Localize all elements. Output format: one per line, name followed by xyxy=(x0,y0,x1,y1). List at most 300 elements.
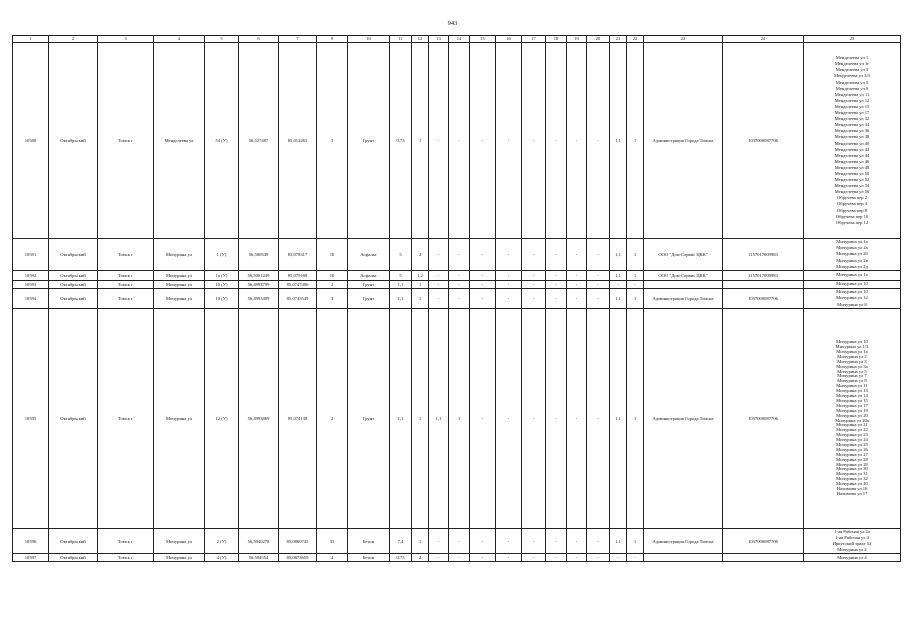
table-cell: - xyxy=(567,554,587,562)
column-header: 21 xyxy=(610,36,627,43)
table-cell: - xyxy=(449,289,470,309)
table-row xyxy=(13,289,901,309)
column-header: 25 xyxy=(804,36,901,43)
table-cell: Томск г xyxy=(98,529,154,554)
table-cell: Бетон xyxy=(348,554,390,562)
table-cell: 85,0873659 xyxy=(279,554,317,562)
column-header: 7 xyxy=(279,36,317,43)
table-cell: - xyxy=(627,281,644,289)
table-cell: - xyxy=(546,281,567,289)
address-list-item: Менделеева ул 1 xyxy=(835,55,869,61)
table-cell: 85,0745549 xyxy=(279,289,317,309)
address-list-item: Мичурина ул 2а xyxy=(836,245,868,251)
table-cell: Администрация Города Томска xyxy=(644,529,723,554)
address-list-item: Мичурина ул 14 xyxy=(836,394,868,399)
table-cell: Грунт xyxy=(348,43,390,239)
address-list-item: Менделеева ул 42 xyxy=(834,146,870,152)
column-header: 24 xyxy=(723,36,804,43)
table-cell: 35 xyxy=(317,529,348,554)
table-cell: 1,1 xyxy=(390,281,412,289)
column-header: 10 xyxy=(348,36,390,43)
table-row xyxy=(13,529,901,554)
address-list-item: Мичурина ул 2б xyxy=(836,251,868,257)
address-list-cell xyxy=(804,239,901,271)
address-list-item: Мичурина ул 22 xyxy=(836,428,868,433)
address-list-item: Мичурина ул 2 xyxy=(837,547,867,553)
address-list-item: Мичурина ул 2в xyxy=(836,257,868,263)
address-list-cell xyxy=(804,281,901,289)
table-cell: Томск г xyxy=(98,309,154,529)
address-list-item: Мичурина ул 13 xyxy=(836,389,868,394)
column-header: 9 xyxy=(317,36,348,43)
table-cell: - xyxy=(496,281,522,289)
table-cell: - xyxy=(587,289,610,309)
table-row xyxy=(13,43,901,239)
table-cell: - xyxy=(522,43,546,239)
table-cell: 1037000087706 xyxy=(723,309,804,529)
table-cell: - xyxy=(522,529,546,554)
column-header: 12 xyxy=(412,36,429,43)
table-cell: - xyxy=(470,281,496,289)
column-header: 4 xyxy=(154,36,205,43)
table-cell: 56,5040278 xyxy=(239,529,279,554)
table-cell: 0,75 xyxy=(390,43,412,239)
address-list-item: Менделеева ул 48 xyxy=(834,164,870,170)
table-cell: Октябрьский xyxy=(49,554,98,562)
address-list-cell xyxy=(804,271,901,281)
address-list-item: Мичурина ул 10 xyxy=(836,281,868,287)
table-cell: 85,0860745 xyxy=(279,529,317,554)
table-cell: 1 xyxy=(412,43,429,239)
table-cell: - xyxy=(429,289,449,309)
table-cell: Бетон xyxy=(348,529,390,554)
table-cell: 10 xyxy=(317,239,348,271)
table-cell: 1 xyxy=(627,529,644,554)
address-list-item: Мичурина ул 26 xyxy=(836,447,868,452)
table-cell: 85,078317 xyxy=(279,239,317,271)
table-cell: 10592 xyxy=(13,271,49,281)
table-cell: 1 xyxy=(627,289,644,309)
address-list-item: Мичурина ул 12 xyxy=(836,295,868,301)
table-cell: 2 xyxy=(412,239,429,271)
address-list-item: Менделеева ул 54 xyxy=(834,183,870,189)
table-cell: 85,074138 xyxy=(279,309,317,529)
table-cell: 56,500549 xyxy=(239,239,279,271)
table-cell: 1,1 xyxy=(610,43,627,239)
table-cell: 4 xyxy=(317,554,348,562)
table-cell: - xyxy=(449,529,470,554)
address-list-item: Менделеева ул 46 xyxy=(834,158,870,164)
table-cell: - xyxy=(449,43,470,239)
table-cell: - xyxy=(470,43,496,239)
address-list-item: Обручева пер 12 xyxy=(835,219,869,225)
address-list-item: Обручева пер 8 xyxy=(836,207,868,213)
address-list-item: Менделеева ул 15 xyxy=(834,103,870,109)
address-list-item: Обручева пер 10 xyxy=(835,213,869,219)
table-cell: 1157017009983 xyxy=(723,239,804,271)
table-cell: - xyxy=(522,554,546,562)
table-cell: - xyxy=(496,289,522,309)
table-cell: 10594 xyxy=(13,289,49,309)
address-list-cell xyxy=(804,309,901,529)
table-cell: Томск г xyxy=(98,43,154,239)
table-cell: - xyxy=(546,43,567,239)
table-cell: Грунт xyxy=(348,289,390,309)
address-list-item: Менделеева ул 38 xyxy=(834,134,870,140)
address-list-item: Мичурина ул 19 xyxy=(836,408,868,413)
table-cell: 10591 xyxy=(13,239,49,271)
table-cell: 5 xyxy=(390,271,412,281)
table-cell: 1,1 xyxy=(610,529,627,554)
table-cell: 56,4993869 xyxy=(239,309,279,529)
address-list-item: Мичурина ул 28 xyxy=(836,457,868,462)
table-cell: 1,1 xyxy=(610,239,627,271)
table-cell: Администрация Города Томска xyxy=(644,289,723,309)
table-cell: Мичурина ул xyxy=(154,554,205,562)
table-cell: 85,0747496 xyxy=(279,281,317,289)
address-list-item: Мичурина ул 25 xyxy=(836,442,868,447)
address-list-item: Мичурина ул 20а xyxy=(835,418,869,423)
table-cell: 1,1 xyxy=(429,309,449,529)
address-list-item: Нахимова ул 17 xyxy=(836,491,868,496)
table-cell: 10595 xyxy=(13,309,49,529)
table-cell: - xyxy=(470,271,496,281)
table-cell: Мичурина ул xyxy=(154,289,205,309)
table-cell: - xyxy=(496,554,522,562)
table-cell: - xyxy=(587,43,610,239)
address-list-item: Мичурина ул 7 xyxy=(837,374,867,379)
table-cell: 1,1 xyxy=(390,289,412,309)
address-list-item: Мичурина ул 8 xyxy=(837,301,867,307)
table-cell: Грунт xyxy=(348,281,390,289)
address-list-item: Менделеева ул 9 xyxy=(835,85,869,91)
table-cell: 4 (У) xyxy=(205,554,239,562)
table-cell: 10596 xyxy=(13,529,49,554)
table-cell: 1 xyxy=(412,309,429,529)
table-cell: - xyxy=(449,554,470,562)
column-header: 22 xyxy=(627,36,644,43)
table-cell: Октябрьский xyxy=(49,309,98,529)
address-list-item: Мичурина ул 2д xyxy=(836,263,868,269)
address-list-item: Мичурина ул 40 xyxy=(836,482,868,487)
column-header: 14 xyxy=(449,36,470,43)
table-cell: 7,4 xyxy=(390,529,412,554)
table-cell: 1 xyxy=(627,271,644,281)
table-cell: 5 xyxy=(390,239,412,271)
table-cell: 10 (У) xyxy=(205,281,239,289)
table-cell: 2 xyxy=(412,554,429,562)
table-cell: - xyxy=(546,529,567,554)
table-cell: 1,1 xyxy=(610,271,627,281)
address-list-item: 1-ая Рабочая ул 4 xyxy=(835,535,869,541)
table-cell: - xyxy=(567,43,587,239)
column-header: 17 xyxy=(522,36,546,43)
address-list-item: Мичурина ул 10 xyxy=(836,289,868,295)
table-cell: 0,75 xyxy=(390,554,412,562)
address-list-item: Обручева пер 2 xyxy=(836,195,868,201)
address-list-item: Менделеева ул 50 xyxy=(834,170,870,176)
table-cell: - xyxy=(610,281,627,289)
table-cell: - xyxy=(470,554,496,562)
table-cell: - xyxy=(496,309,522,529)
address-list-item: Менделеева ул 17 xyxy=(834,110,870,116)
table-cell: Томск г xyxy=(98,239,154,271)
column-header: 16 xyxy=(496,36,522,43)
address-list-item: Менделеева ул 56 xyxy=(834,189,870,195)
table-cell: - xyxy=(470,309,496,529)
table-cell: - xyxy=(567,239,587,271)
table-row xyxy=(13,281,901,289)
address-list-item: Мичурина ул 17 xyxy=(836,403,868,408)
table-cell: 1а (У) xyxy=(205,271,239,281)
address-list-item: Менделеева ул 1г xyxy=(834,61,870,67)
table-cell: Октябрьский xyxy=(49,43,98,239)
table-cell: 1037000087706 xyxy=(723,43,804,239)
table-cell: - xyxy=(470,289,496,309)
table-cell: - xyxy=(522,289,546,309)
table-cell xyxy=(723,554,804,562)
table-cell: - xyxy=(587,529,610,554)
table-cell: 85,012263 xyxy=(279,43,317,239)
table-cell: 1037000087706 xyxy=(723,289,804,309)
table-cell: - xyxy=(449,239,470,271)
table-cell: ООО "Дом-Сервис ЦКК" xyxy=(644,271,723,281)
table-cell: - xyxy=(470,529,496,554)
table-cell xyxy=(644,281,723,289)
table-cell: - xyxy=(449,271,470,281)
table-cell xyxy=(723,281,804,289)
column-header: 23 xyxy=(644,36,723,43)
address-list-item: Мичурина ул 8 xyxy=(837,379,867,384)
address-list-item: Мичурина ул 5 xyxy=(837,369,867,374)
column-header: 19 xyxy=(567,36,587,43)
table-cell: 1,1 xyxy=(610,289,627,309)
address-list-item: Нахимова ул 16 xyxy=(836,486,868,491)
address-list-item: Мичурина ул 27 xyxy=(836,452,868,457)
table-cell: 10597 xyxy=(13,554,49,562)
table-cell: 1,1 xyxy=(610,309,627,529)
address-list-item: 1-ая Рабочая ул 2а xyxy=(834,529,870,534)
table-cell: - xyxy=(587,554,610,562)
table-cell: - xyxy=(449,281,470,289)
address-list-item: Менделеева ул 32 xyxy=(834,116,870,122)
table-cell: Администрация Города Томска xyxy=(644,309,723,529)
address-list-item: Мичурина ул 3а xyxy=(836,364,868,369)
address-list-item: Мичурина ул 23 xyxy=(836,433,868,438)
column-header: 13 xyxy=(429,36,449,43)
address-list-item: Менделеева ул 36 xyxy=(834,128,870,134)
table-cell: - xyxy=(546,271,567,281)
table-cell: 1 xyxy=(412,529,429,554)
table-cell: 54 (У) xyxy=(205,43,239,239)
column-header: 2 xyxy=(49,36,98,43)
table-cell: Октябрьский xyxy=(49,281,98,289)
table-cell: Мичурина ул xyxy=(154,529,205,554)
table-cell: - xyxy=(546,289,567,309)
table-cell: 1 xyxy=(412,281,429,289)
table-cell: 1 xyxy=(627,309,644,529)
table-cell: 3 xyxy=(317,289,348,309)
address-list-cell xyxy=(804,529,901,554)
address-list-item: Мичурина ул 1а xyxy=(836,350,868,355)
table-cell: 2 xyxy=(317,281,348,289)
address-list-item: Менделеева ул 52 xyxy=(834,177,870,183)
table-cell: 1,2 xyxy=(412,271,429,281)
address-list-item: Менделеева ул 34 xyxy=(834,122,870,128)
table-row xyxy=(13,271,901,281)
table-cell: 10593 xyxy=(13,281,49,289)
table-cell: Администрация Города Томска xyxy=(644,43,723,239)
table-cell: 10 xyxy=(317,271,348,281)
table-cell: 85,079168 xyxy=(279,271,317,281)
table-cell: ООО "Дом-Сервис ЦКК" xyxy=(644,239,723,271)
address-list-item: Менделеева ул 12 xyxy=(834,97,870,103)
table-cell: Томск г xyxy=(98,289,154,309)
table-cell: 10590 xyxy=(13,43,49,239)
address-list-item: Менделеева ул 40 xyxy=(834,140,870,146)
address-list-item: Обручева пер 4 xyxy=(836,201,868,207)
table-row xyxy=(13,554,901,562)
register-table xyxy=(12,35,901,562)
address-list-item: Мичурина ул 31 xyxy=(836,472,868,477)
address-list-item: Мичурина ул 1а xyxy=(836,239,868,245)
table-cell: - xyxy=(567,309,587,529)
table-cell: 1157017009983 xyxy=(723,271,804,281)
table-cell: - xyxy=(496,239,522,271)
column-header: 11 xyxy=(390,36,412,43)
table-cell: Мичурина ул xyxy=(154,239,205,271)
address-list-item: Мичурина ул 1а xyxy=(836,272,868,278)
table-cell: 2 (У) xyxy=(205,529,239,554)
column-header: 15 xyxy=(470,36,496,43)
address-list-item: Менделеева ул 5 xyxy=(835,79,869,85)
table-cell: - xyxy=(429,271,449,281)
table-cell: - xyxy=(567,281,587,289)
table-cell: - xyxy=(627,554,644,562)
table-cell: - xyxy=(587,271,610,281)
table-cell: 3 xyxy=(317,43,348,239)
table-cell: - xyxy=(496,271,522,281)
page-number: 943 xyxy=(447,20,458,27)
table-cell: - xyxy=(546,309,567,529)
table-cell: 10 (У) xyxy=(205,289,239,309)
address-list-cell xyxy=(804,43,901,239)
address-list-item: Мичурина ул 2 xyxy=(837,354,867,359)
table-cell: - xyxy=(496,529,522,554)
table-cell: Мичурина ул xyxy=(154,271,205,281)
address-list-item: Мичурина ул 30 xyxy=(836,467,868,472)
table-cell: 56,527487 xyxy=(239,43,279,239)
address-list-item: Мичурина ул 21 xyxy=(836,423,868,428)
column-header: 20 xyxy=(587,36,610,43)
table-cell: - xyxy=(567,529,587,554)
table-cell: Томск г xyxy=(98,281,154,289)
table-cell: 56,4993409 xyxy=(239,289,279,309)
address-list-cell xyxy=(804,554,901,562)
table-cell: 1 xyxy=(449,309,470,529)
column-header: 6 xyxy=(239,36,279,43)
table-cell: - xyxy=(496,43,522,239)
address-list-item: Мичурина ул 1/1 xyxy=(835,345,869,350)
address-list-item: Мичурина ул 4 xyxy=(837,554,867,560)
table-cell: - xyxy=(470,239,496,271)
table-cell: - xyxy=(429,239,449,271)
table-row xyxy=(13,309,901,529)
table-cell: 1 xyxy=(412,289,429,309)
address-list-item: Мичурина ул 3 xyxy=(837,359,867,364)
table-cell: - xyxy=(429,529,449,554)
table-cell: 1 xyxy=(627,239,644,271)
table-cell: 56,504554 xyxy=(239,554,279,562)
address-list-cell xyxy=(804,289,901,309)
table-cell: - xyxy=(546,239,567,271)
table-cell: 12 (У) xyxy=(205,309,239,529)
table-cell: 56,5001249 xyxy=(239,271,279,281)
table-cell xyxy=(644,554,723,562)
table-cell: Асфальт xyxy=(348,271,390,281)
table-cell: - xyxy=(546,554,567,562)
table-cell: Томск г xyxy=(98,271,154,281)
table-cell: Томск г xyxy=(98,554,154,562)
table-cell: - xyxy=(522,271,546,281)
table-cell: - xyxy=(429,43,449,239)
address-list-item: Менделеева ул 44 xyxy=(834,152,870,158)
column-header: 1 xyxy=(13,36,49,43)
address-list-item: Мичурина ул 24 xyxy=(836,438,868,443)
address-list-item: Мичурина ул 20 xyxy=(836,413,868,418)
table-cell: - xyxy=(522,281,546,289)
table-cell: 2 xyxy=(317,309,348,529)
table-row xyxy=(13,239,901,271)
table-cell: 1 xyxy=(627,43,644,239)
table-cell: Октябрьский xyxy=(49,271,98,281)
table-cell: 1 (У) xyxy=(205,239,239,271)
table-cell: - xyxy=(587,281,610,289)
header-row xyxy=(13,36,901,43)
address-list-item: Мичурина ул 32 xyxy=(836,477,868,482)
table-cell: - xyxy=(587,309,610,529)
table-cell: 1,1 xyxy=(390,309,412,529)
table-cell: - xyxy=(429,281,449,289)
table-cell: Грунт xyxy=(348,309,390,529)
table-cell: Асфальт xyxy=(348,239,390,271)
table-cell: Октябрьский xyxy=(49,289,98,309)
table-cell: - xyxy=(587,239,610,271)
address-list-item: Мичурина ул 15 xyxy=(836,398,868,403)
address-list-item: Мичурина ул 10 xyxy=(836,340,868,345)
column-header: 5 xyxy=(205,36,239,43)
table-cell: - xyxy=(429,554,449,562)
address-list-item: Менделеева ул 3/3 xyxy=(834,73,870,79)
table-cell: Октябрьский xyxy=(49,529,98,554)
table-cell: Мичурина ул xyxy=(154,309,205,529)
address-list-item: Мичурина ул 29 xyxy=(836,462,868,467)
address-list-item: Иркутский тракт 52 xyxy=(832,541,872,547)
table-cell: - xyxy=(522,309,546,529)
address-list-item: Мичурина ул 11 xyxy=(836,384,868,389)
address-list-item: Менделеева ул 11 xyxy=(834,91,870,97)
address-list-item: Менделеева ул 3 xyxy=(835,67,869,73)
table-cell: - xyxy=(567,289,587,309)
table-cell: Менделеева ул xyxy=(154,43,205,239)
table-cell: Октябрьский xyxy=(49,239,98,271)
table-cell: 56,4993799 xyxy=(239,281,279,289)
table-cell: 1037000087706 xyxy=(723,529,804,554)
table-cell: - xyxy=(522,239,546,271)
table-cell: - xyxy=(610,554,627,562)
column-header: 18 xyxy=(546,36,567,43)
column-header: 3 xyxy=(98,36,154,43)
